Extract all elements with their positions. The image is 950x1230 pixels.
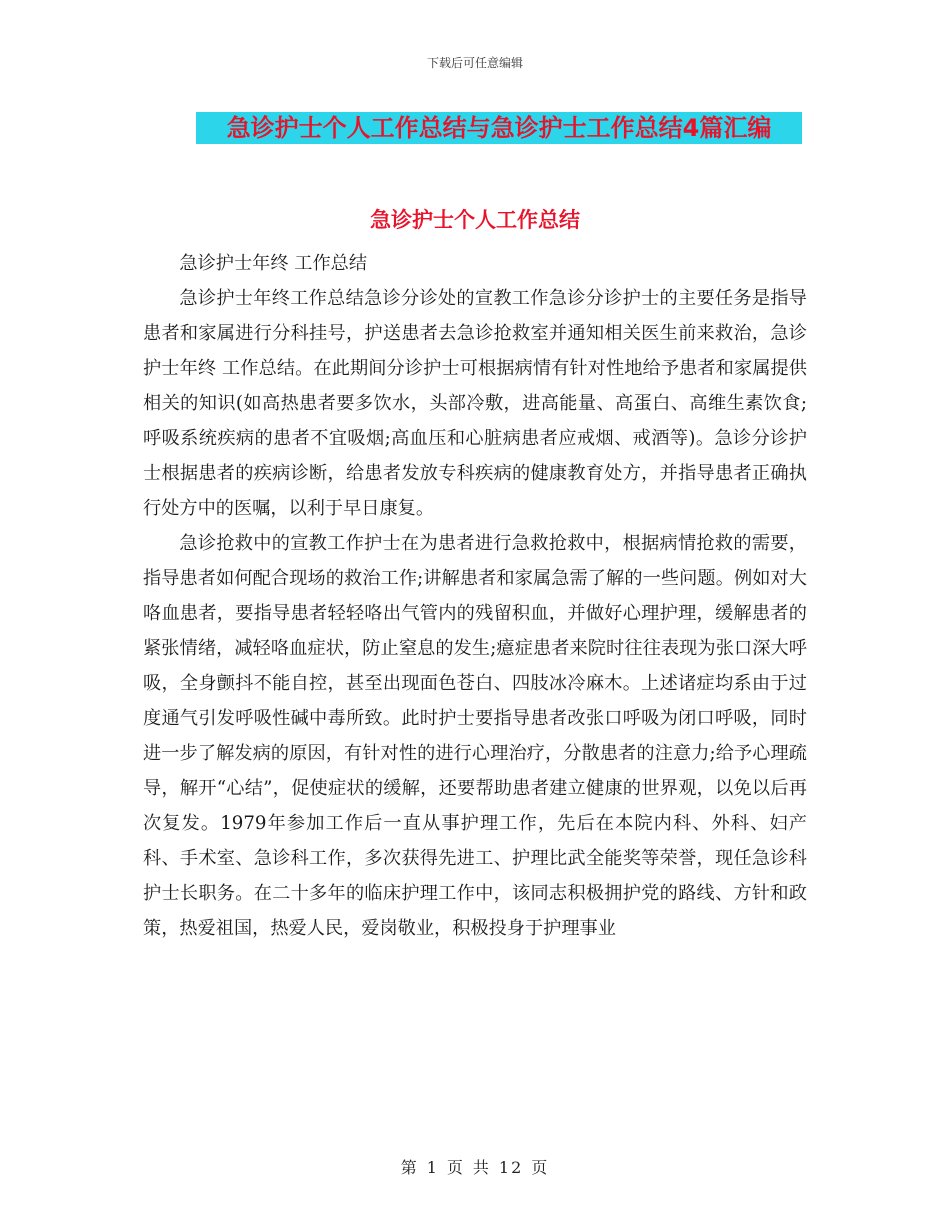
paragraph: 急诊护士年终工作总结急诊分诊处的宣教工作急诊分诊护士的主要任务是指导患者和家属进行分科挂号，护送患者去急诊抢救室并通知相关医生前来救治，急诊护士年终 工作总结。在此期间分诊护士可根据病情有针对性地给予患者和家属提供相关的知识(如高热患者要多饮水，头部冷敷，进高能量、高蛋白、高维生素饮食;呼吸系统疾病的患者不宜吸烟;高血压和心脏病患者应戒烟、戒酒等)。急诊分诊护士根据患者的疾病诊断，给患者发放专科疾病的健康教育处方，并指导患者正确执行处方中的医嘱，以利于早日康复。 <box>143 288 807 519</box>
footer-total-word: 共 <box>472 1158 491 1177</box>
footer-total-pages: 12 <box>498 1158 524 1177</box>
document-title-highlight <box>196 112 802 144</box>
document-title: 急诊护士个人工作总结与急诊护士工作总结4篇汇编 <box>226 114 772 142</box>
page-footer <box>0 1155 950 1178</box>
paragraph: 急诊抢救中的宣教工作护士在为患者进行急救抢救中，根据病情抢救的需要，指导患者如何配合现场的救治工作;讲解患者和家属急需了解的一些问题。例如对大咯血患者，要指导患者轻轻咯出气管内的残留积血，并做好心理护理，缓解患者的紧张情绪，减轻咯血症状，防止窒息的发生;癔症患者来院时往往表现为张口深大呼吸，全身颤抖不能自控，甚至出现面色苍白、四肢冰冷麻木。上述诸症均系由于过度通气引发呼吸性碱中毒所致。此时护士要指导患者改张口呼吸为闭口呼吸，同时进一步了解发病的原因，有针对性的进行心理治疗，分散患者的注意力;给予心理疏导，解开“心结”，促使症状的缓解，还要帮助患者建立健康的世界观，以免以后再次复发。1979年参加工作后一直从事护理工作，先后在本院内科、外科、妇产科、手术室、急诊科工作，多次获得先进工、护理比武全能奖等荣誉，现任急诊科护士长职务。在二十多年的临床护理工作中，该同志积极拥护党的路线、方针和政策，热爱祖国，热爱人民，爱岗敬业，积极投身于护理事业 <box>143 533 807 939</box>
header-note: 下载后可任意编辑 <box>426 56 523 70</box>
body-text <box>143 246 807 946</box>
footer-suffix: 页 <box>531 1158 550 1177</box>
footer-page-word: 页 <box>446 1158 465 1177</box>
footer-prefix: 第 <box>400 1158 419 1177</box>
section-title: 急诊护士个人工作总结 <box>370 208 580 232</box>
paragraph-subtitle: 急诊护士年终 工作总结 <box>179 253 368 274</box>
footer-current-page: 1 <box>426 1158 439 1177</box>
